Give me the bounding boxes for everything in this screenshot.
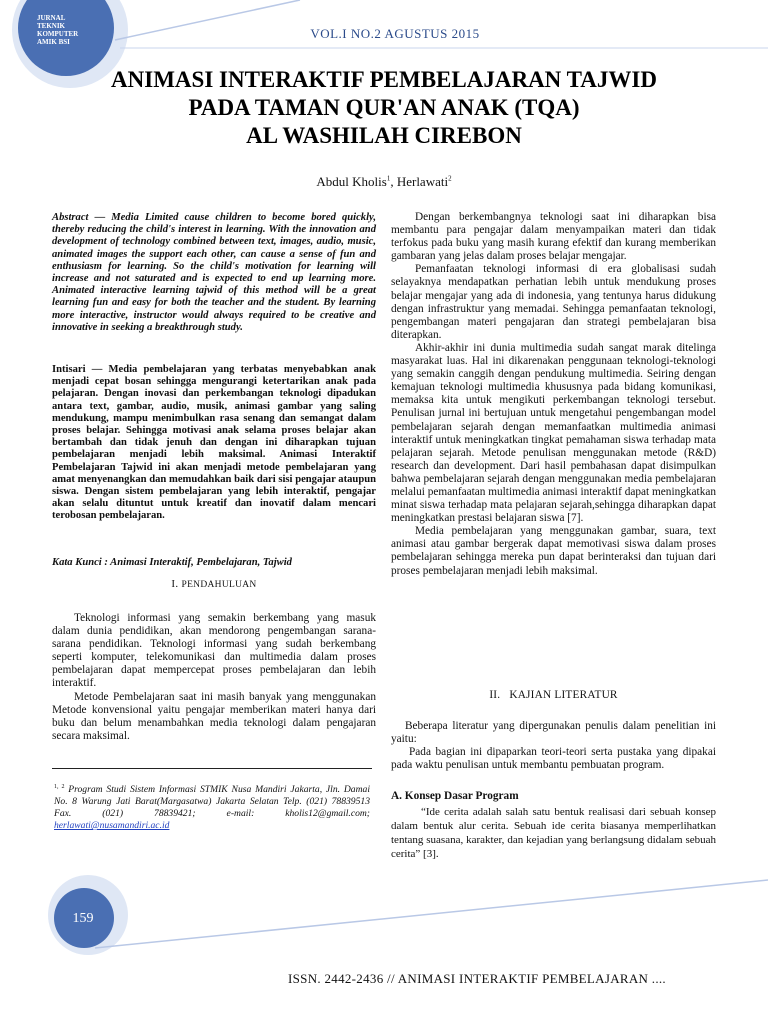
footnote xyxy=(54,781,370,832)
logo-line: TEKNIK xyxy=(37,22,66,30)
footnote-text: Program Studi Sistem Informasi STMIK Nusa Mandiri Jakarta, Jln. Damai No. 8 Warung Jati Barat(Margasatwa) Jakarta Selatan Telp. (021) 78839513 Fax. (021) 78839421; e-mail: kholis12@gmail.com; xyxy=(54,784,370,820)
email-link[interactable]: herlawati@nusamandiri.ac.id xyxy=(54,820,170,832)
author-separator: , xyxy=(390,174,397,189)
quote-paragraph xyxy=(391,805,716,861)
intisari-text: — Media pembelajaran yang terbatas menyebabkan anak menjadi cepat bosan sehingga mengurangi ketertarikan anak pada pelajaran. Dengan inovasi dan perkembangan teknologi dipadukan antara text, gambar, audio, musik, animasi gambar yang saling mendukung, mampu menimbulkan rasa senang dan semangat dalam proses belajar. Sehingga motivasi anak selama proses belajar akan bertambah dan tidak jenuh dan dengan ini diharapkan tujuan pembelajaran menjadi lebih maksimal. Animasi Interaktif Pembelajaran Tajwid ini akan menjadi metode pembelajaran yang amat menyenangkan dan memudahkan baik dari sisi pengajar ataupun siswa. Dengan sistem pembelajaran yang lebih interaktif, pengajar akan selalu dituntut untuk kreatif dan inovatif dalam mencari terobosan pembelajaran. xyxy=(52,364,376,522)
author-affiliation-mark: 1 xyxy=(386,174,391,183)
logo-line: AMIK BSI xyxy=(37,38,70,46)
paragraph: Dengan berkembangnya teknologi saat ini diharapkan bisa membantu para pengajar dalam menyampaikan materi dan tidak terfokus pada buku yang masih kurang efektif dan kurang memberikan gambaran yang jelas dalam proses belajar mengajar. xyxy=(391,211,716,263)
author-list xyxy=(200,174,568,190)
right-body-2 xyxy=(391,720,716,772)
paragraph: Teknologi informasi yang semakin berkembang yang masuk dalam dunia pendidikan, akan mendorong pengembangan sarana-sarana pendidikan. Teknologi informasi yang sudah berkembang seperti komputer, telekomunikasi dan multimedia dalam proses pembelajaran dapat mempercepat proses pembelajaran dan lebih interaktif. xyxy=(52,612,376,690)
paragraph: Pemanfaatan teknologi informasi di era globalisasi sudah selayaknya mendapatkan perhatian lebih untuk mendukung proses belajar mengajar yang ada di indonesia, yang tentunya harus didukung dengan infrastruktur yang memadai. Sehingga pemanfaatan teknologi, pengembangan materi pengajaran dan strategi pembelajaran bisa diterapkan. xyxy=(391,263,716,341)
section-title: KAJIAN LITERATUR xyxy=(509,689,618,701)
footer-issn: ISSN. 2442-2436 // ANIMASI INTERAKTIF PEMBELAJARAN .... xyxy=(288,971,666,986)
paragraph: Media pembelajaran yang menggunakan gambar, suara, text animasi atau gambar bergerak dapat memotivasi siswa dalam proses pembelajaran sehingga mereka pun dapat berinteraksi dan tujuan dari proses pembelajaran menjadi lebih maksimal. xyxy=(391,525,716,577)
intisari xyxy=(52,364,376,523)
abstract-label: Abstract xyxy=(52,212,89,223)
abstract xyxy=(52,212,376,334)
right-body xyxy=(391,211,716,578)
subsection-heading: A. Konsep Dasar Program xyxy=(391,790,519,802)
title-line: ANIMASI INTERAKTIF PEMBELAJARAN TAJWID xyxy=(111,67,657,92)
logo-line: JURNAL xyxy=(37,14,66,22)
section-number: I. xyxy=(171,578,179,590)
page-number: 159 xyxy=(72,911,94,926)
paragraph: Beberapa literatur yang dipergunakan penulis dalam penelitian ini yaitu: xyxy=(391,720,716,746)
paper-title xyxy=(30,66,738,150)
paragraph: Akhir-akhir ini dunia multimedia sudah sangat marak ditelinga masyarakat luas. Hal ini dikarenakan penggunaan teknologi-teknologi yang semakin canggih dengan pendukung multimedia. Seiring dengan kemajuan teknologi multimedia khususnya pada bidang komunikasi, memaksa kita untuk mengikuti perkembangan teknologi tersebut. Penulisan jurnal ini bertujuan untuk mengetahui pengembangan model pembelajaran sejarah dengan memanfaatkan multimedia animasi interaktif untuk meningkatkan tingkat pemahaman siswa terhadap mata pelajaran sejarah. Metode penulisan menggunakan metode (R&D) research dan development. Dari hasil pembahasan dapat disimpulkan bahwa pembelajaran sejarah dengan menggunakan media pembelajaran melalui pemanfaatan multimedia animasi interaktif dapat meningkatkan minat siswa terhadap mata pelajaran sejarah,sehingga diharapkan dapat meningkatkan prestasi belajaran siswa [7]. xyxy=(391,341,716,525)
journal-logo-text xyxy=(37,14,107,46)
paragraph: Metode Pembelajaran saat ini masih banyak yang menggunakan Metode konvensional yaitu pengajar memberikan materi hanya dari buku dan belum menambahkan media teknologi dalam pengajaran secara maksimal. xyxy=(52,690,376,742)
section-heading-2 xyxy=(391,689,716,701)
footnote-divider xyxy=(52,768,372,769)
quote-text: “Ide cerita adalah salah satu bentuk realisasi dari sebuah konsep dalam bentuk alur cerita. Sebuah ide cerita biasanya memperlihatkan tentang suasana, karakter, dan kejadian yang berlangsung didalam sebuah cerita” [3]. xyxy=(391,806,716,860)
title-line: PADA TAMAN QUR'AN ANAK (TQA) xyxy=(188,95,580,120)
intisari-label: Intisari xyxy=(52,364,86,375)
footer-swoosh xyxy=(95,880,768,948)
title-line: AL WASHILAH CIREBON xyxy=(246,123,522,148)
paragraph: Pada bagian ini dipaparkan teori-teori serta pustaka yang dipakai pada waktu penulisan untuk membantu pembuatan program. xyxy=(391,746,716,772)
logo-line: KOMPUTER xyxy=(37,30,79,38)
left-body xyxy=(52,612,376,743)
section-title: PENDAHULUAN xyxy=(181,580,257,590)
author-name: Abdul Kholis xyxy=(316,174,387,189)
footnote-mark: 1, 2 xyxy=(54,784,65,790)
author-name: Herlawati xyxy=(396,174,449,189)
section-heading-1 xyxy=(52,578,376,590)
abstract-text: — Media Limited cause children to become bored quickly, thereby reducing the child's interest in learning. With the innovation and development of technology combined between text, images, audio, music, animated images the support each other, can cause a sense of fun and enthusiasm for learning. So the child's motivation for learning will increase and not saturated and is expected to end up learning more. Animated interactive learning tajwid of this method will be a great learning fun and easy for both the teacher and the student. By learning more interactive, instructor would always required to be creative and innovative in seeking a breakthrough study. xyxy=(52,212,376,333)
keywords: Kata Kunci : Animasi Interaktif, Pembelajaran, Tajwid xyxy=(52,557,292,568)
journal-volume: VOL.I NO.2 AGUSTUS 2015 xyxy=(310,26,480,41)
author-affiliation-mark: 2 xyxy=(448,174,452,183)
section-number: II. xyxy=(489,689,501,701)
